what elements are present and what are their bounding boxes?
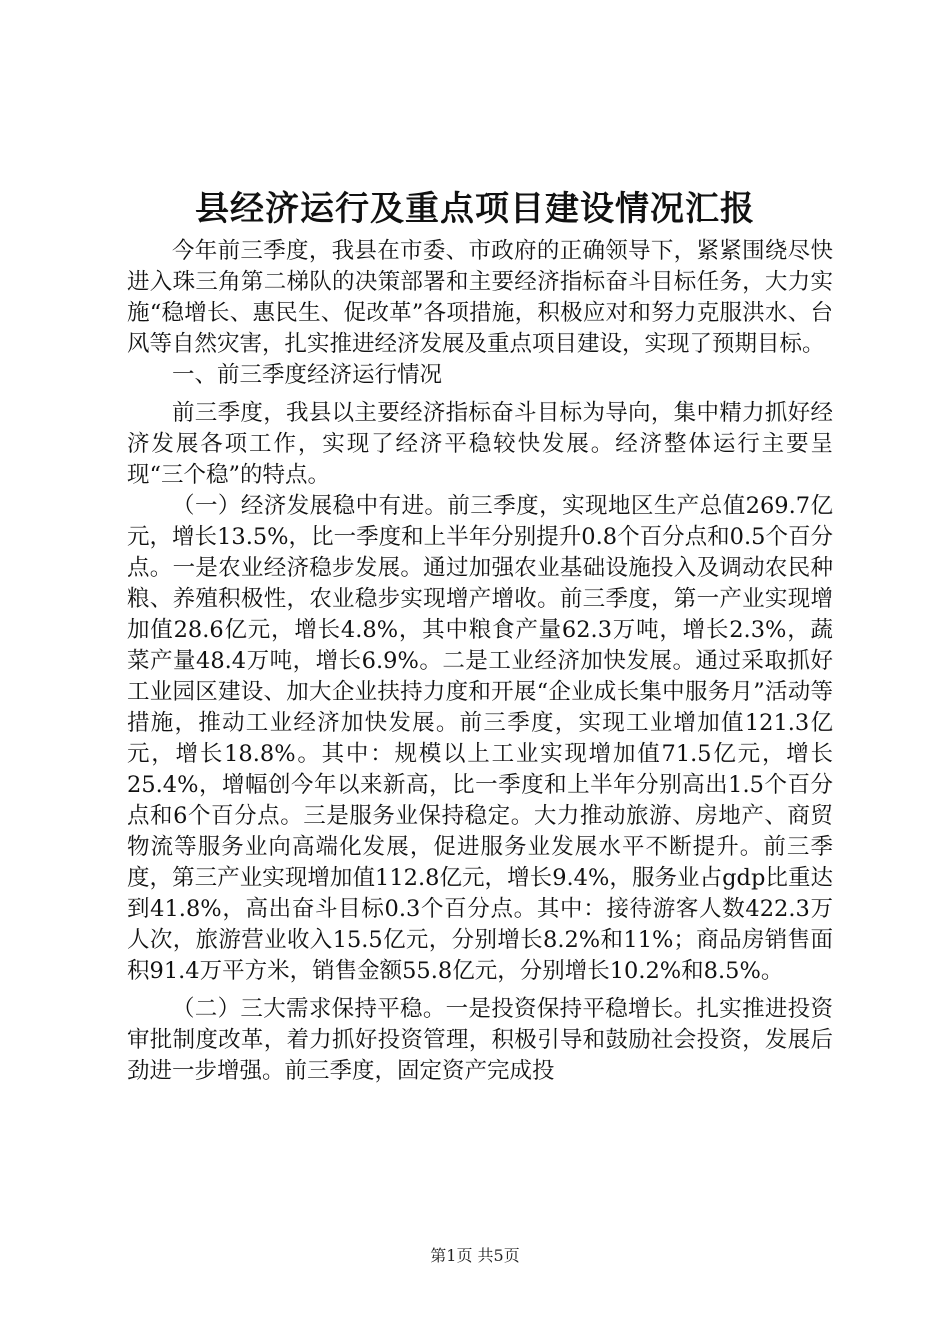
section-heading-1: 一、前三季度经济运行情况 <box>172 362 443 388</box>
document-title: 县经济运行及重点项目建设情况汇报 <box>195 189 755 229</box>
paragraph-intro: 今年前三季度，我县在市委、市政府的正确领导下，紧紧围绕尽快进入珠三角第二梯队的决策部署和主要经济指标奋斗目标任务，大力实施“稳增长、惠民生、促改革”各项措施，积极应对和努力克服洪水、台风等自然灾害，扎实推进经济发展及重点项目建设，实现了预期目标。 <box>127 238 833 357</box>
page-footer: 第1页 共5页 <box>430 1246 520 1265</box>
document-body <box>127 236 833 1087</box>
paragraph-demand: （二）三大需求保持平稳。一是投资保持平稳增长。扎实推进投资审批制度改革，着力抓好投资管理，积极引导和鼓励社会投资，发展后劲进一步增强。前三季度，固定资产完成投 <box>127 996 833 1084</box>
paragraph-overview: 前三季度，我县以主要经济指标奋斗目标为导向，集中精力抓好经济发展各项工作，实现了经济平稳较快发展。经济整体运行主要呈现“三个稳”的特点。 <box>127 400 833 488</box>
paragraph-economic-growth: （一）经济发展稳中有进。前三季度，实现地区生产总值269.7亿元，增长13.5%，比一季度和上半年分别提升0.8个百分点和0.5个百分点。一是农业经济稳步发展。通过加强农业基础设施投入及调动农民种粮、养殖积极性，农业稳步实现增产增收。前三季度，第一产业实现增加值28.6亿元，增长4.8%，其中粮食产量62.3万吨，增长2.3%，蔬菜产量48.4万吨，增长6.9%。二是工业经济加快发展。通过采取抓好工业园区建设、加大企业扶持力度和开展“企业成长集中服务月”活动等措施，推动工业经济加快发展。前三季度，实现工业增加值121.3亿元，增长18.8%。其中：规模以上工业实现增加值71.5亿元，增长25.4%，增幅创今年以来新高，比一季度和上半年分别高出1.5个百分点和6个百分点。三是服务业保持稳定。大力推动旅游、房地产、商贸物流等服务业向高端化发展，促进服务业发展水平不断提升。前三季度，第三产业实现增加值112.8亿元，增长9.4%，服务业占gdp比重达到41.8%，高出奋斗目标0.3个百分点。其中：接待游客人数422.3万人次，旅游营业收入15.5亿元，分别增长8.2%和11%；商品房销售面积91.4万平方米，销售金额55.8亿元，分别增长10.2%和8.5%。 <box>127 493 833 984</box>
